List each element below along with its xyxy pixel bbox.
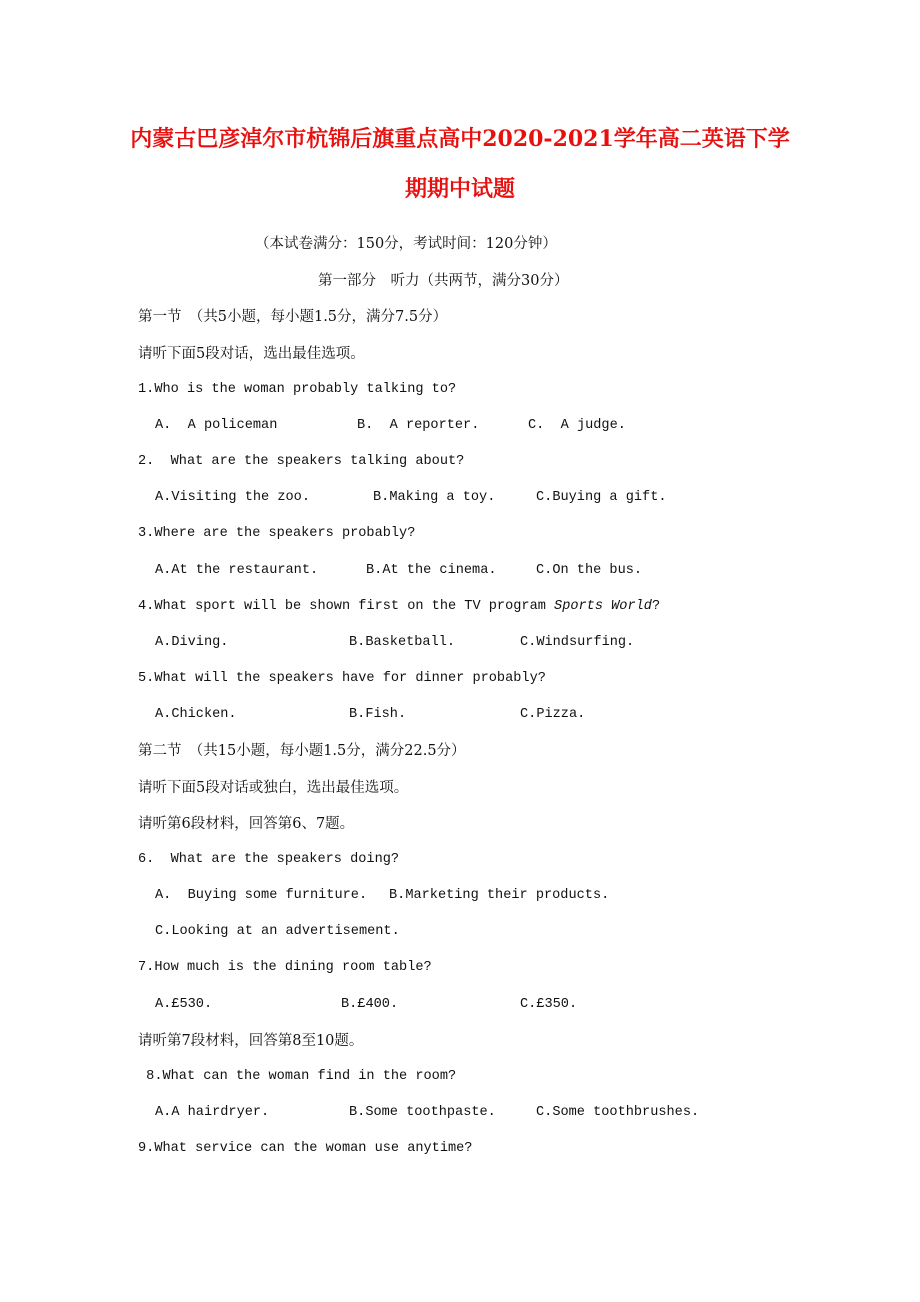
material-6-instruction: 请听第6段材料，回答第6、7题。 <box>138 816 355 832</box>
question-4-end: ? <box>651 599 661 614</box>
document-title-line1: 内蒙古巴彦淖尔市杭锦后旗重点高中2020-2021学年高二英语下学 <box>130 126 790 152</box>
q5-option-a: A.Chicken. <box>155 707 237 722</box>
q1-option-a: A. A policeman <box>155 418 278 433</box>
question-1: 1.Who is the woman probably talking to? <box>138 382 457 397</box>
q3-option-a: A.At the restaurant. <box>155 563 319 578</box>
section1-instruction: 请听下面5段对话，选出最佳选项。 <box>138 346 365 362</box>
q8-option-b: B.Some toothpaste. <box>349 1105 496 1120</box>
q7-option-c: C.£350. <box>520 997 578 1012</box>
q5-option-c: C.Pizza. <box>520 707 586 722</box>
q7-option-a: A.£530. <box>155 997 213 1012</box>
q6-option-b: B.Marketing their products. <box>389 888 610 903</box>
exam-info: （本试卷满分：150分，考试时间：120分钟） <box>255 236 557 252</box>
q2-option-b: B.Making a toy. <box>373 490 496 505</box>
q5-option-b: B.Fish. <box>349 707 407 722</box>
part1-heading: 第一部分 听力（共两节，满分30分） <box>318 273 569 289</box>
question-4 <box>138 597 660 617</box>
question-6: 6. What are the speakers doing? <box>138 852 400 867</box>
q1-option-c: C. A judge. <box>528 418 626 433</box>
q7-option-b: B.£400. <box>341 997 399 1012</box>
q2-option-c: C.Buying a gift. <box>536 490 667 505</box>
q2-option-a: A.Visiting the zoo. <box>155 490 310 505</box>
question-9: 9.What service can the woman use anytime? <box>138 1141 473 1156</box>
section2-instruction: 请听下面5段对话或独白，选出最佳选项。 <box>138 780 409 796</box>
question-8: 8.What can the woman find in the room? <box>138 1069 457 1084</box>
q3-option-c: C.On the bus. <box>536 563 643 578</box>
q4-option-a: A.Diving. <box>155 635 229 650</box>
question-2: 2. What are the speakers talking about? <box>138 454 465 469</box>
program-name: Sports World <box>554 599 652 614</box>
question-4-text: 4.What sport will be shown first on the TV program <box>138 599 555 614</box>
section2-heading: 第二节 （共15小题，每小题1.5分，满分22.5分） <box>138 743 466 759</box>
q4-option-c: C.Windsurfing. <box>520 635 635 650</box>
document-title-line2: 期期中试题 <box>404 176 515 202</box>
section1-heading: 第一节 （共5小题，每小题1.5分，满分7.5分） <box>138 309 448 325</box>
question-5: 5.What will the speakers have for dinner probably? <box>138 671 546 686</box>
q6-option-c: C.Looking at an advertisement. <box>155 924 400 939</box>
q8-option-a: A.A hairdryer. <box>155 1105 270 1120</box>
q1-option-b: B. A reporter. <box>357 418 480 433</box>
q8-option-c: C.Some toothbrushes. <box>536 1105 700 1120</box>
q4-option-b: B.Basketball. <box>349 635 456 650</box>
question-3: 3.Where are the speakers probably? <box>138 526 416 541</box>
q6-option-a: A. Buying some furniture. <box>155 888 368 903</box>
material-7-instruction: 请听第7段材料，回答第8至10题。 <box>138 1033 364 1049</box>
question-7: 7.How much is the dining room table? <box>138 960 432 975</box>
q3-option-b: B.At the cinema. <box>366 563 497 578</box>
